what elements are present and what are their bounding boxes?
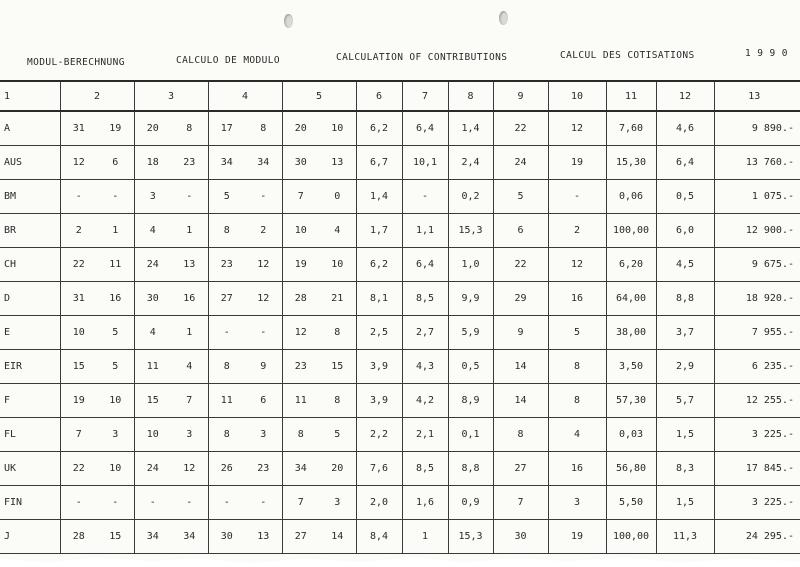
cell: 0	[319, 180, 356, 214]
cell: 1,1	[402, 214, 448, 248]
cell: 22	[60, 452, 97, 486]
cell: 1	[402, 520, 448, 554]
cell: 15	[134, 384, 171, 418]
cell: 3	[134, 180, 171, 214]
cell: 24	[134, 452, 171, 486]
contribution-amount-cell: 3 225.-	[714, 418, 800, 452]
cell: -	[171, 486, 208, 520]
cell: 34	[282, 452, 319, 486]
cell: 6,2	[356, 248, 402, 282]
cell: 13	[171, 248, 208, 282]
cell: 2	[60, 214, 97, 248]
cell: 7	[493, 486, 548, 520]
cell: 8	[493, 418, 548, 452]
cell: 7	[282, 180, 319, 214]
cell: 6	[97, 146, 134, 180]
table-row	[0, 384, 800, 418]
table-row	[0, 316, 800, 350]
table-row	[0, 418, 800, 452]
cell: 6	[245, 384, 282, 418]
cell: 27	[208, 282, 245, 316]
column-header: 8	[448, 81, 493, 111]
cell: 1,4	[356, 180, 402, 214]
cell: 1	[171, 214, 208, 248]
punch-hole-right	[499, 11, 508, 25]
contribution-amount-cell: 13 760.-	[714, 146, 800, 180]
title-french: CALCUL DES COTISATIONS	[560, 50, 695, 61]
cell: 20	[319, 452, 356, 486]
cell: 28	[60, 520, 97, 554]
cell: 26	[208, 452, 245, 486]
cell: 34	[134, 520, 171, 554]
cell: 8	[208, 214, 245, 248]
cell: 4	[548, 418, 606, 452]
table-row	[0, 146, 800, 180]
table-row	[0, 282, 800, 316]
table-row	[0, 350, 800, 384]
cell: 15	[97, 520, 134, 554]
column-header: 11	[606, 81, 656, 111]
cell: 8	[245, 111, 282, 146]
cell: 8,9	[448, 384, 493, 418]
cell: 6,0	[656, 214, 714, 248]
column-header: 4	[208, 81, 282, 111]
contribution-amount-cell: 7 955.-	[714, 316, 800, 350]
punch-hole-left	[284, 14, 293, 28]
cell: 34	[171, 520, 208, 554]
cell: 18	[134, 146, 171, 180]
contribution-amount-cell: 18 920.-	[714, 282, 800, 316]
country-code-cell: J	[0, 520, 60, 554]
cell: 5	[97, 316, 134, 350]
country-code-cell: D	[0, 282, 60, 316]
cell: 0,5	[656, 180, 714, 214]
cell: 14	[493, 350, 548, 384]
cell: 0,06	[606, 180, 656, 214]
cell: 15,3	[448, 520, 493, 554]
cell: 11	[97, 248, 134, 282]
cell: 28	[282, 282, 319, 316]
cell: 0,5	[448, 350, 493, 384]
cell: 8,3	[656, 452, 714, 486]
cell: 12	[245, 248, 282, 282]
cell: -	[245, 180, 282, 214]
cell: 20	[134, 111, 171, 146]
cell: 0,03	[606, 418, 656, 452]
cell: 100,00	[606, 214, 656, 248]
contribution-amount-cell: 1 075.-	[714, 180, 800, 214]
cell: 14	[493, 384, 548, 418]
cell: 11	[208, 384, 245, 418]
cell: 3	[319, 486, 356, 520]
cell: 12	[171, 452, 208, 486]
country-code-cell: A	[0, 111, 60, 146]
cell: 23	[282, 350, 319, 384]
cell: 6,7	[356, 146, 402, 180]
cell: 23	[208, 248, 245, 282]
cell: 15	[60, 350, 97, 384]
cell: 8,8	[656, 282, 714, 316]
cell: 34	[208, 146, 245, 180]
cell: 4,6	[656, 111, 714, 146]
cell: 16	[548, 452, 606, 486]
contribution-amount-cell: 12 255.-	[714, 384, 800, 418]
cell: 19	[97, 111, 134, 146]
cell: 8,5	[402, 282, 448, 316]
cell: 10	[97, 452, 134, 486]
country-code-cell: UK	[0, 452, 60, 486]
cell: 7	[60, 418, 97, 452]
cell: 30	[208, 520, 245, 554]
cell: 27	[493, 452, 548, 486]
table-row	[0, 214, 800, 248]
cell: 2,7	[402, 316, 448, 350]
cell: 8,1	[356, 282, 402, 316]
cell: -	[171, 180, 208, 214]
cell: 0,1	[448, 418, 493, 452]
cell: 12	[548, 248, 606, 282]
cell: 0,2	[448, 180, 493, 214]
cell: 1,6	[402, 486, 448, 520]
cell: 10	[134, 418, 171, 452]
cell: 4	[134, 316, 171, 350]
cell: 64,00	[606, 282, 656, 316]
cell: 5,7	[656, 384, 714, 418]
cell: 10	[282, 214, 319, 248]
cell: 10,1	[402, 146, 448, 180]
cell: -	[60, 486, 97, 520]
contribution-amount-cell: 24 295.-	[714, 520, 800, 554]
cell: 8	[208, 350, 245, 384]
cell: 5	[97, 350, 134, 384]
cell: 3	[548, 486, 606, 520]
cell: 12	[245, 282, 282, 316]
cell: 23	[245, 452, 282, 486]
cell: 2	[548, 214, 606, 248]
cell: 31	[60, 282, 97, 316]
cell: 11	[134, 350, 171, 384]
cell: 31	[60, 111, 97, 146]
contribution-amount-cell: 9 675.-	[714, 248, 800, 282]
cell: 21	[319, 282, 356, 316]
cell: 4	[319, 214, 356, 248]
table-row	[0, 180, 800, 214]
cell: 8	[171, 111, 208, 146]
cell: -	[548, 180, 606, 214]
cell: 8	[282, 418, 319, 452]
cell: 6,2	[356, 111, 402, 146]
cell: 3	[245, 418, 282, 452]
cell: 56,80	[606, 452, 656, 486]
cell: 9,9	[448, 282, 493, 316]
cell: 5,50	[606, 486, 656, 520]
cell: 19	[548, 520, 606, 554]
title-spanish: CALCULO DE MODULO	[176, 55, 281, 66]
cell: 1,5	[656, 418, 714, 452]
column-header: 6	[356, 81, 402, 111]
cell: -	[245, 316, 282, 350]
column-header: 10	[548, 81, 606, 111]
cell: -	[97, 180, 134, 214]
cell: 2,9	[656, 350, 714, 384]
cell: 20	[282, 111, 319, 146]
cell: 6,4	[402, 248, 448, 282]
country-code-cell: AUS	[0, 146, 60, 180]
column-header: 2	[60, 81, 134, 111]
cell: 1	[97, 214, 134, 248]
cell: 30	[282, 146, 319, 180]
table-row	[0, 452, 800, 486]
torn-edge	[0, 553, 800, 567]
cell: -	[402, 180, 448, 214]
cell: 22	[493, 111, 548, 146]
cell: 19	[60, 384, 97, 418]
cell: 1,4	[448, 111, 493, 146]
cell: 5	[208, 180, 245, 214]
cell: 8	[319, 316, 356, 350]
cell: 57,30	[606, 384, 656, 418]
cell: 5,9	[448, 316, 493, 350]
cell: 23	[171, 146, 208, 180]
cell: 14	[319, 520, 356, 554]
contribution-amount-cell: 9 890.-	[714, 111, 800, 146]
cell: 8	[548, 384, 606, 418]
contribution-amount-cell: 6 235.-	[714, 350, 800, 384]
cell: 10	[97, 384, 134, 418]
column-header: 5	[282, 81, 356, 111]
cell: 30	[134, 282, 171, 316]
cell: 2,2	[356, 418, 402, 452]
cell: 2,1	[402, 418, 448, 452]
cell: 7,6	[356, 452, 402, 486]
cell: 34	[245, 146, 282, 180]
country-code-cell: E	[0, 316, 60, 350]
cell: 13	[245, 520, 282, 554]
cell: 3,7	[656, 316, 714, 350]
cell: 100,00	[606, 520, 656, 554]
cell: 9	[493, 316, 548, 350]
cell: 2,5	[356, 316, 402, 350]
year: 1 9 9 0	[745, 48, 788, 59]
cell: 1,7	[356, 214, 402, 248]
column-header: 7	[402, 81, 448, 111]
country-code-cell: F	[0, 384, 60, 418]
cell: 7,60	[606, 111, 656, 146]
cell: 7	[282, 486, 319, 520]
cell: 8,8	[448, 452, 493, 486]
cell: 2,0	[356, 486, 402, 520]
cell: 15,3	[448, 214, 493, 248]
cell: 1	[171, 316, 208, 350]
cell: 17	[208, 111, 245, 146]
cell: 29	[493, 282, 548, 316]
cell: 4,3	[402, 350, 448, 384]
cell: 12	[60, 146, 97, 180]
cell: 8	[208, 418, 245, 452]
title-german: MODUL-BERECHNUNG	[27, 57, 125, 68]
cell: 9	[245, 350, 282, 384]
cell: 2,4	[448, 146, 493, 180]
cell: 12	[282, 316, 319, 350]
cell: 5	[319, 418, 356, 452]
cell: 1,0	[448, 248, 493, 282]
cell: 4	[134, 214, 171, 248]
cell: 27	[282, 520, 319, 554]
cell: 6,4	[402, 111, 448, 146]
cell: -	[208, 316, 245, 350]
contribution-amount-cell: 3 225.-	[714, 486, 800, 520]
cell: 8,4	[356, 520, 402, 554]
document-header	[0, 48, 800, 68]
cell: 3,50	[606, 350, 656, 384]
cell: 30	[493, 520, 548, 554]
cell: 4	[171, 350, 208, 384]
country-code-cell: FL	[0, 418, 60, 452]
cell: 3	[97, 418, 134, 452]
contribution-amount-cell: 17 845.-	[714, 452, 800, 486]
cell: 6,4	[656, 146, 714, 180]
cell: 24	[134, 248, 171, 282]
cell: 19	[548, 146, 606, 180]
cell: 1,5	[656, 486, 714, 520]
cell: 15	[319, 350, 356, 384]
cell: 0,9	[448, 486, 493, 520]
cell: -	[60, 180, 97, 214]
cell: 16	[171, 282, 208, 316]
cell: 12	[548, 111, 606, 146]
cell: 10	[60, 316, 97, 350]
cell: 5	[548, 316, 606, 350]
cell: 38,00	[606, 316, 656, 350]
table-row	[0, 520, 800, 554]
contribution-amount-cell: 12 900.-	[714, 214, 800, 248]
cell: 3,9	[356, 384, 402, 418]
cell: 15,30	[606, 146, 656, 180]
cell: 6	[493, 214, 548, 248]
cell: 6,20	[606, 248, 656, 282]
cell: 10	[319, 111, 356, 146]
cell: 5	[493, 180, 548, 214]
cell: 4,2	[402, 384, 448, 418]
cell: 3,9	[356, 350, 402, 384]
cell: 22	[493, 248, 548, 282]
cell: 8,5	[402, 452, 448, 486]
cell: 3	[171, 418, 208, 452]
column-header: 1	[0, 81, 60, 111]
cell: 7	[171, 384, 208, 418]
cell: -	[97, 486, 134, 520]
contributions-table	[0, 80, 800, 554]
cell: 19	[282, 248, 319, 282]
cell: 16	[548, 282, 606, 316]
cell: -	[134, 486, 171, 520]
country-code-cell: EIR	[0, 350, 60, 384]
cell: -	[208, 486, 245, 520]
cell: -	[245, 486, 282, 520]
table-row	[0, 486, 800, 520]
cell: 16	[97, 282, 134, 316]
column-header: 12	[656, 81, 714, 111]
cell: 4,5	[656, 248, 714, 282]
cell: 8	[548, 350, 606, 384]
column-header: 13	[714, 81, 800, 111]
cell: 13	[319, 146, 356, 180]
cell: 24	[493, 146, 548, 180]
cell: 11	[282, 384, 319, 418]
title-english: CALCULATION OF CONTRIBUTIONS	[336, 52, 508, 63]
column-header: 3	[134, 81, 208, 111]
column-header: 9	[493, 81, 548, 111]
column-header-row	[0, 81, 800, 111]
country-code-cell: BR	[0, 214, 60, 248]
table-row	[0, 248, 800, 282]
cell: 22	[60, 248, 97, 282]
cell: 11,3	[656, 520, 714, 554]
cell: 2	[245, 214, 282, 248]
country-code-cell: CH	[0, 248, 60, 282]
cell: 8	[319, 384, 356, 418]
table-row	[0, 111, 800, 146]
country-code-cell: FIN	[0, 486, 60, 520]
country-code-cell: BM	[0, 180, 60, 214]
cell: 10	[319, 248, 356, 282]
